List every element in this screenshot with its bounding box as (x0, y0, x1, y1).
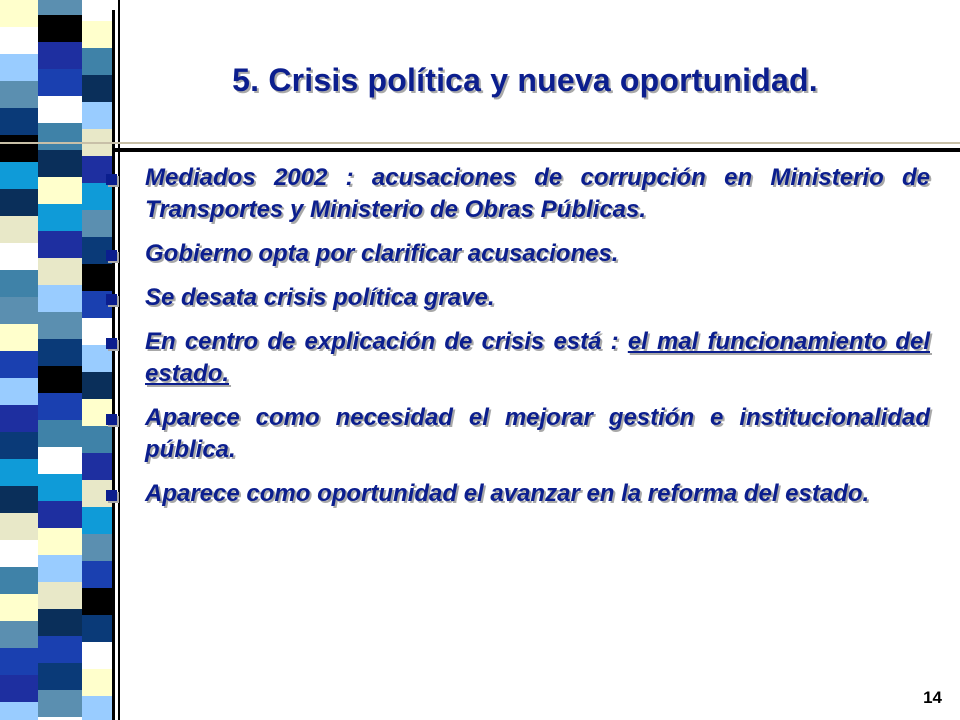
strip-cell (0, 540, 38, 567)
square-bullet-icon (106, 414, 117, 425)
strip-cell (38, 177, 82, 204)
strip-cell (82, 588, 112, 615)
bullet-text: En centro de explicación de crisis está : (145, 328, 628, 355)
strip-cell (0, 27, 38, 54)
horizontal-rule (112, 148, 960, 152)
strip-cell (82, 102, 112, 129)
strip-cell (38, 150, 82, 177)
strip-cell (0, 162, 38, 189)
bullet-text: Aparece como necesidad el mejorar gestión e institucionalidad pública. (145, 404, 930, 463)
strip-cell (38, 285, 82, 312)
strip-cell (0, 108, 38, 135)
decorative-color-strip (0, 0, 112, 720)
strip-cell (82, 75, 112, 102)
strip-cell (0, 675, 38, 702)
strip-cell (0, 702, 38, 720)
strip-cell (82, 48, 112, 75)
strip-cell (0, 486, 38, 513)
strip-cell (38, 312, 82, 339)
bullet-item (100, 326, 930, 390)
strip-cell (82, 561, 112, 588)
bullet-text: Mediados 2002 : acusaciones de corrupción en Ministerio de Transportes y Ministerio de Obras Públicas. (145, 164, 930, 223)
strip-cell (38, 663, 82, 690)
strip-cell (38, 636, 82, 663)
strip-cell (82, 642, 112, 669)
strip-cell (38, 204, 82, 231)
strip-cell (82, 669, 112, 696)
bullet-text: Aparece como oportunidad el avanzar en la reforma del estado. (145, 480, 870, 507)
slide-title: 5. Crisis política y nueva oportunidad. (232, 62, 818, 98)
strip-cell (38, 366, 82, 393)
bullet-text: Se desata crisis política grave. (145, 284, 495, 311)
strip-cell (38, 339, 82, 366)
strip-cell (38, 123, 82, 150)
strip-cell (38, 393, 82, 420)
strip-cell (82, 507, 112, 534)
strip-cell (0, 270, 38, 297)
strip-cell (82, 534, 112, 561)
strip-cell (0, 432, 38, 459)
strip-cell (38, 501, 82, 528)
strip-cell (38, 555, 82, 582)
strip-cell (0, 594, 38, 621)
square-bullet-icon (106, 294, 117, 305)
strip-cell (38, 609, 82, 636)
strip-cell (0, 405, 38, 432)
strip-cell (0, 189, 38, 216)
strip-cell (0, 459, 38, 486)
strip-cell (0, 135, 38, 162)
bullet-item (100, 238, 930, 270)
square-bullet-icon (106, 174, 117, 185)
strip-cell (38, 231, 82, 258)
strip-cell (0, 243, 38, 270)
strip-cell (0, 0, 38, 27)
strip-cell (0, 297, 38, 324)
page-number: 14 (923, 688, 942, 707)
strip-cell (0, 513, 38, 540)
strip-cell (38, 15, 82, 42)
square-bullet-icon (106, 490, 117, 501)
horizontal-rule-light (0, 142, 960, 144)
square-bullet-icon (106, 338, 117, 349)
bullet-text: Gobierno opta por clarificar acusaciones. (145, 240, 619, 267)
bullet-list (100, 162, 930, 510)
strip-cell (0, 567, 38, 594)
strip-cell (82, 696, 112, 720)
strip-cell (0, 378, 38, 405)
strip-cell (82, 615, 112, 642)
strip-cell (38, 69, 82, 96)
bullet-item (100, 162, 930, 226)
strip-cell (38, 420, 82, 447)
strip-cell (38, 447, 82, 474)
strip-cell (0, 81, 38, 108)
strip-cell (38, 0, 82, 15)
strip-cell (0, 648, 38, 675)
bullet-item (100, 282, 930, 314)
strip-cell (0, 621, 38, 648)
square-bullet-icon (106, 250, 117, 261)
strip-cell (38, 258, 82, 285)
bullet-item (100, 402, 930, 466)
bullet-text-underlined: el mal funcionamiento del estado. (145, 328, 931, 387)
strip-cell (0, 54, 38, 81)
strip-cell (38, 690, 82, 717)
bullet-item (100, 478, 930, 510)
strip-cell (38, 582, 82, 609)
strip-cell (38, 96, 82, 123)
strip-cell (38, 42, 82, 69)
strip-cell (82, 21, 112, 48)
strip-cell (0, 216, 38, 243)
strip-cell (82, 0, 112, 21)
strip-cell (0, 351, 38, 378)
strip-cell (0, 324, 38, 351)
strip-cell (38, 474, 82, 501)
strip-cell (38, 528, 82, 555)
